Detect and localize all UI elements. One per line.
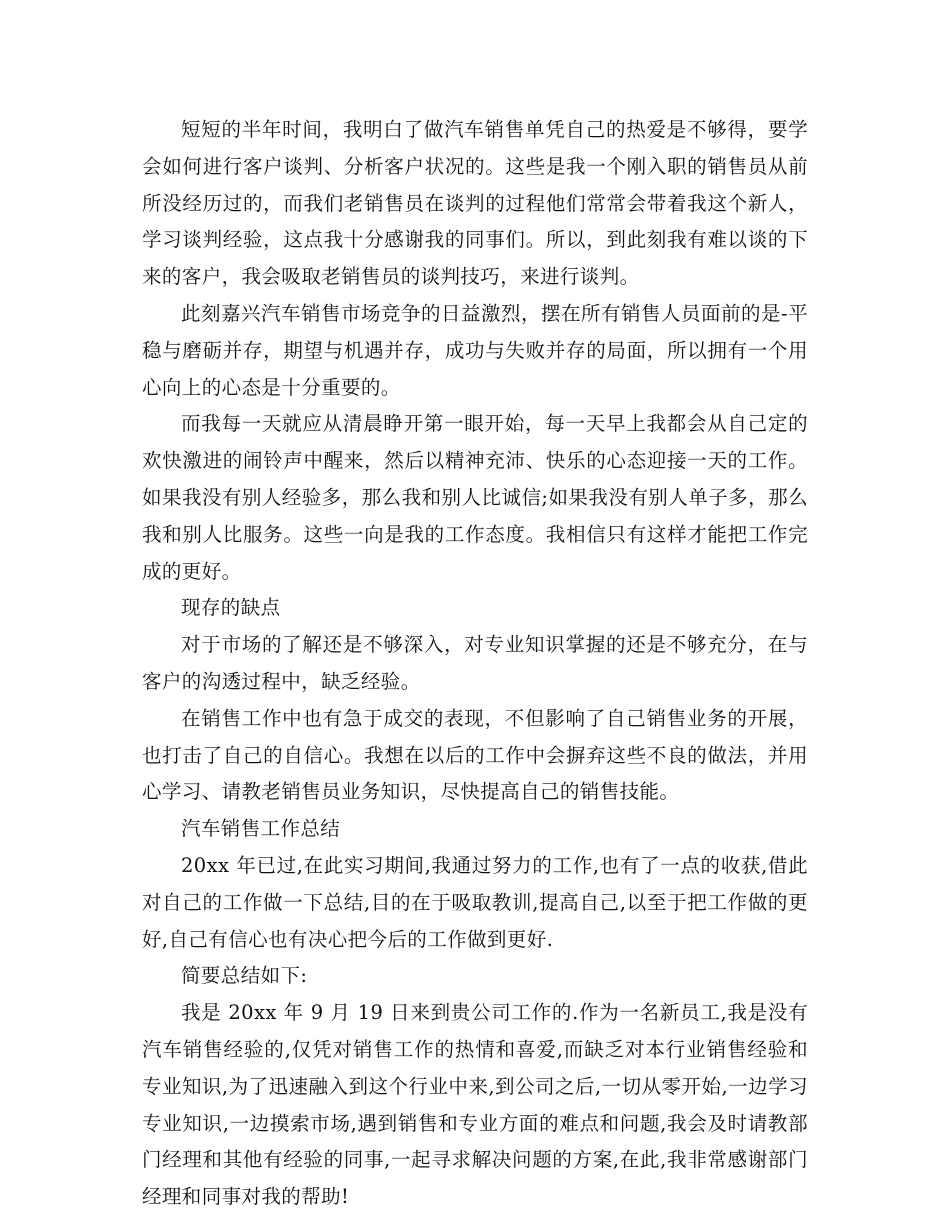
paragraph: 我是 20xx 年 9 月 19 日来到贵公司工作的.作为一名新员工,我是没有汽车销售经验的,仅凭对销售工作的热情和喜爱,而缺乏对本行业销售经验和专业知识,为了迅速融入到这个行业中来,到公司之后,一切从零开始,一边学习专业知识,一边摸索市场,遇到销售和专业方面的难点和问题,我会及时请教部门经理和其他有经验的同事,一起寻求解决问题的方案,在此,我非常感谢部门经理和同事对我的帮助! [142,1001,808,1209]
section-heading: 现存的缺点 [181,596,281,620]
paragraph: 此刻嘉兴汽车销售市场竞争的日益激烈，摆在所有销售人员面前的是-平稳与磨砺并存，期望与机遇并存，成功与失败并存的局面，所以拥有一个用心向上的心态是十分重要的。 [142,301,808,399]
section-heading: 汽车销售工作总结 [181,817,341,841]
section-heading: 简要总结如下: [181,964,308,988]
paragraph: 对于市场的了解还是不够深入，对专业知识掌握的还是不够充分，在与客户的沟透过程中，缺乏经验。 [142,633,808,693]
paragraph: 短短的半年时间，我明白了做汽车销售单凭自己的热爱是不够得，要学会如何进行客户谈判、分析客户状况的。这些是我一个刚入职的销售员从前所没经历过的，而我们老销售员在谈判的过程他们常常会带着我这个新人，学习谈判经验，这点我十分感谢我的同事们。所以，到此刻我有难以谈的下来的客户，我会吸取老销售员的谈判技巧，来进行谈判。 [142,118,808,289]
paragraph: 20xx 年已过,在此实习期间,我通过努力的工作,也有了一点的收获,借此对自己的工作做一下总结,目的在于吸取教训,提高自己,以至于把工作做的更好,自己有信心也有决心把今后的工作做到更好. [142,853,808,951]
paragraph: 在销售工作中也有急于成交的表现，不但影响了自己销售业务的开展，也打击了自己的自信心。我想在以后的工作中会摒弃这些不良的做法，并用心学习、请教老销售员业务知识，尽快提高自己的销售技能。 [142,706,808,804]
paragraph: 而我每一天就应从清晨睁开第一眼开始，每一天早上我都会从自己定的欢快激进的闹铃声中醒来，然后以精神充沛、快乐的心态迎接一天的工作。如果我没有别人经验多，那么我和别人比诚信;如果我没有别人单子多，那么我和别人比服务。这些一向是我的工作态度。我相信只有这样才能把工作完成的更好。 [142,412,808,583]
document-body [142,112,808,1216]
